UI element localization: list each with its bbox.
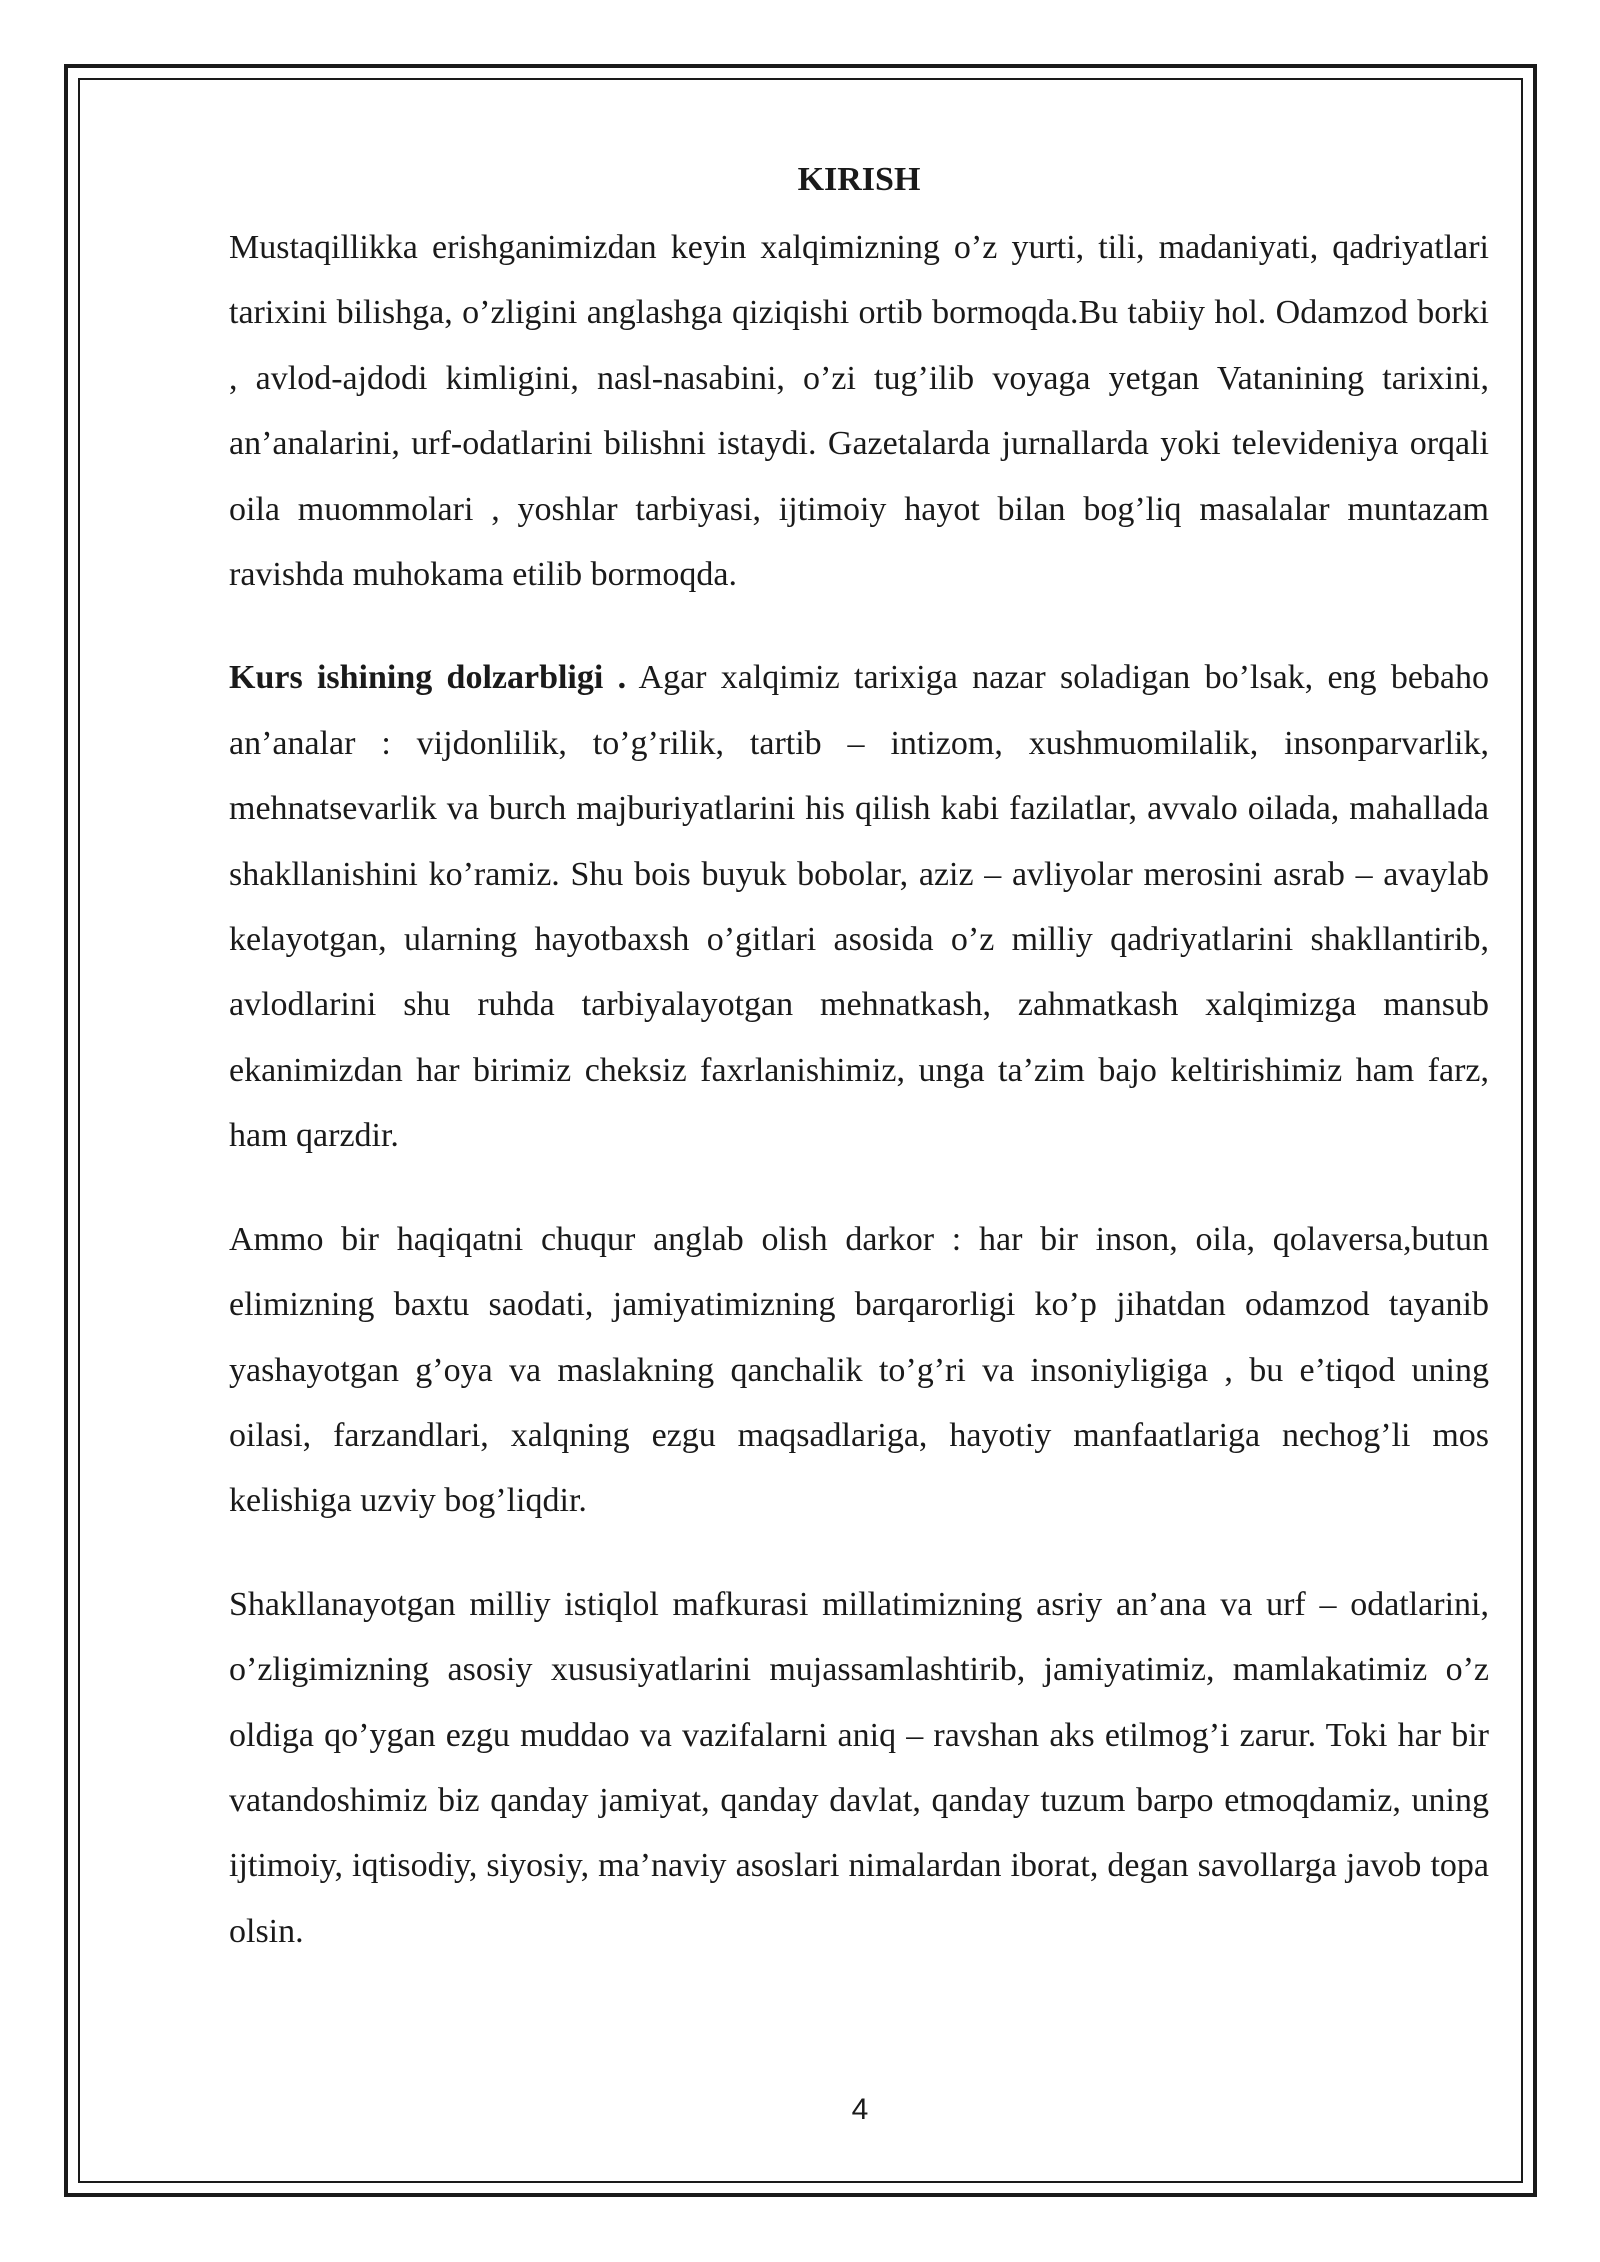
paragraph-text: Ammo bir haqiqatni chuqur anglab olish darkor : har bir inson, oila, qolaversa,butun elimizning baxtu saodati, jamiyatimizning barqarorligi ko’p jihatdan odamzod tayanib yashayotgan g’oya va maslakning qanchalik to’g’ri va insoniyligiga , bu e’tiqod uning oilasi, farzandlari, xalqning ezgu maqsadlariga, hayotiy manfaatlariga nechog’li mos kelishiga uzviy bog’liqdir. — [229, 1220, 1489, 1520]
page-number: 4 — [851, 2093, 869, 2126]
paragraph-lead: Kurs ishining dolzarbligi . — [229, 659, 627, 697]
paragraph-text: Agar xalqimiz tarixiga nazar soladigan bo’lsak, eng bebaho an’analar : vijdonlilik, to’g’rilik, tartib – intizom, xushmuomilalik, insonparvarlik, mehnatsevarlik va burch majburiyatlarini his qilish kabi fazilatlar, avvalo oilada, mahallada shakllanishini ko’ramiz. Shu bois buyuk bobolar, aziz – avliyolar merosini asrab – avaylab kelayotgan, ularning hayotbaxsh o’gitlari asosida o’z milliy qadriyatlarini shakllantirib, avlodlarini shu ruhda tarbiyalayotgan mehnatkash, zahmatkash xalqimizga mansub ekanimizdan har birimiz cheksiz faxrlanishimiz, unga ta’zim bajo keltirishimiz ham farz, ham qarzdir. — [229, 659, 1490, 1155]
paragraph-ideology — [229, 1572, 1489, 1964]
paragraph-relevance — [229, 645, 1489, 1168]
paragraph-intro — [229, 215, 1489, 607]
paragraph-text: Shakllanayotgan milliy istiqlol mafkurasi millatimizning asriy an’ana va urf – odatlarini, o’zligimizning asosiy xususiyatlarini mujassamlashtirib, jamiyatimiz, mamlakatimiz o’z oldiga qo’ygan ezgu muddao va vazifalarni aniq – ravshan aks etilmog’i zarur. Toki har bir vatandoshimiz biz qanday jamiyat, qanday davlat, qanday tuzum barpo etmoqdamiz, uning ijtimoiy, iqtisodiy, siyosiy, ma’naviy asoslari nimalardan iborat, degan savollarga javob topa olsin. — [229, 1585, 1489, 1950]
paragraph-truth — [229, 1207, 1489, 1534]
document-body — [229, 145, 1489, 2002]
paragraph-text: Mustaqillikka erishganimizdan keyin xalqimizning o’z yurti, tili, madaniyati, qadriyatlari tarixini bilishga, o’zligini anglashga qiziqishi ortib bormoqda.Bu tabiiy hol. Odamzod borki , avlod-ajdodi kimligini, nasl-nasabini, o’zi tug’ilib voyaga yetgan Vatanining tarixini, an’analarini, urf-odatlarini bilishni istaydi. Gazetalarda jurnallarda yoki televideniya orqali oila muommolari , yoshlar tarbiyasi, ijtimoiy hayot bilan bog’liq masalalar muntazam ravishda muhokama etilib bormoqda. — [229, 229, 1489, 594]
section-heading: KIRISH — [797, 161, 921, 198]
